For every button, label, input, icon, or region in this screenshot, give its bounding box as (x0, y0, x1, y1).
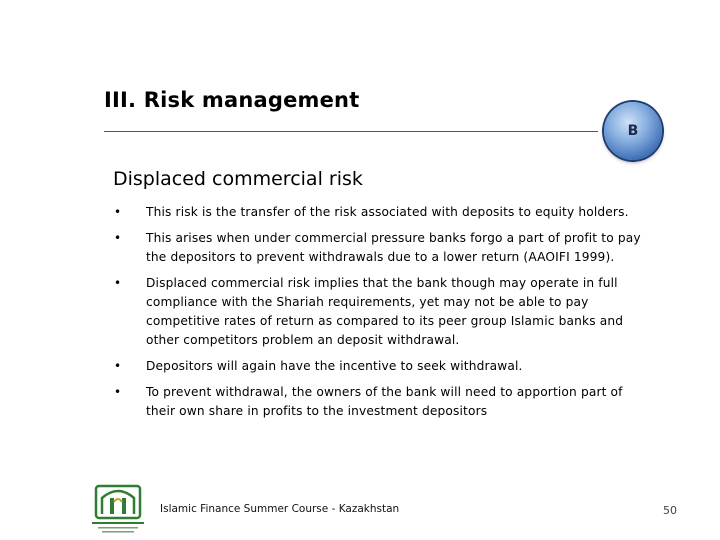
section-badge (604, 102, 662, 160)
footer-text: Islamic Finance Summer Course - Kazakhstan (160, 503, 400, 515)
list-item (112, 383, 642, 421)
list-item (112, 203, 642, 222)
list-item (112, 274, 642, 350)
page-number: 50 (663, 504, 677, 517)
bullet-text: To prevent withdrawal, the owners of the bank will need to apportion part of their own share in profits to the investment depositors (146, 385, 623, 418)
list-item (112, 229, 642, 267)
bullet-icon: • (114, 276, 122, 290)
title-divider (104, 131, 598, 132)
bullet-text: This arises when under commercial pressure banks forgo a part of profit to pay the depositors to prevent withdrawals due to a lower return (AAOIFI 1999). (146, 231, 641, 264)
badge-letter: B (627, 123, 639, 139)
bullet-text: Depositors will again have the incentive to seek withdrawal. (146, 359, 523, 373)
institution-logo-icon (88, 484, 148, 534)
bullet-icon: • (114, 385, 122, 399)
bullet-icon: • (114, 231, 122, 245)
bullet-icon: • (114, 359, 122, 373)
bullet-icon: • (114, 205, 122, 219)
bullet-text: This risk is the transfer of the risk associated with deposits to equity holders. (146, 205, 629, 219)
bullet-text: Displaced commercial risk implies that the bank though may operate in full compliance with the Shariah requirements, yet may not be able to pay competitive rates of return as compared to its peer group Islamic banks and other competitors problem an deposit withdrawal. (146, 276, 624, 347)
slide-title: III. Risk management (104, 88, 360, 112)
slide-subtitle: Displaced commercial risk (113, 168, 363, 190)
bullet-list (112, 203, 642, 428)
list-item (112, 357, 642, 376)
